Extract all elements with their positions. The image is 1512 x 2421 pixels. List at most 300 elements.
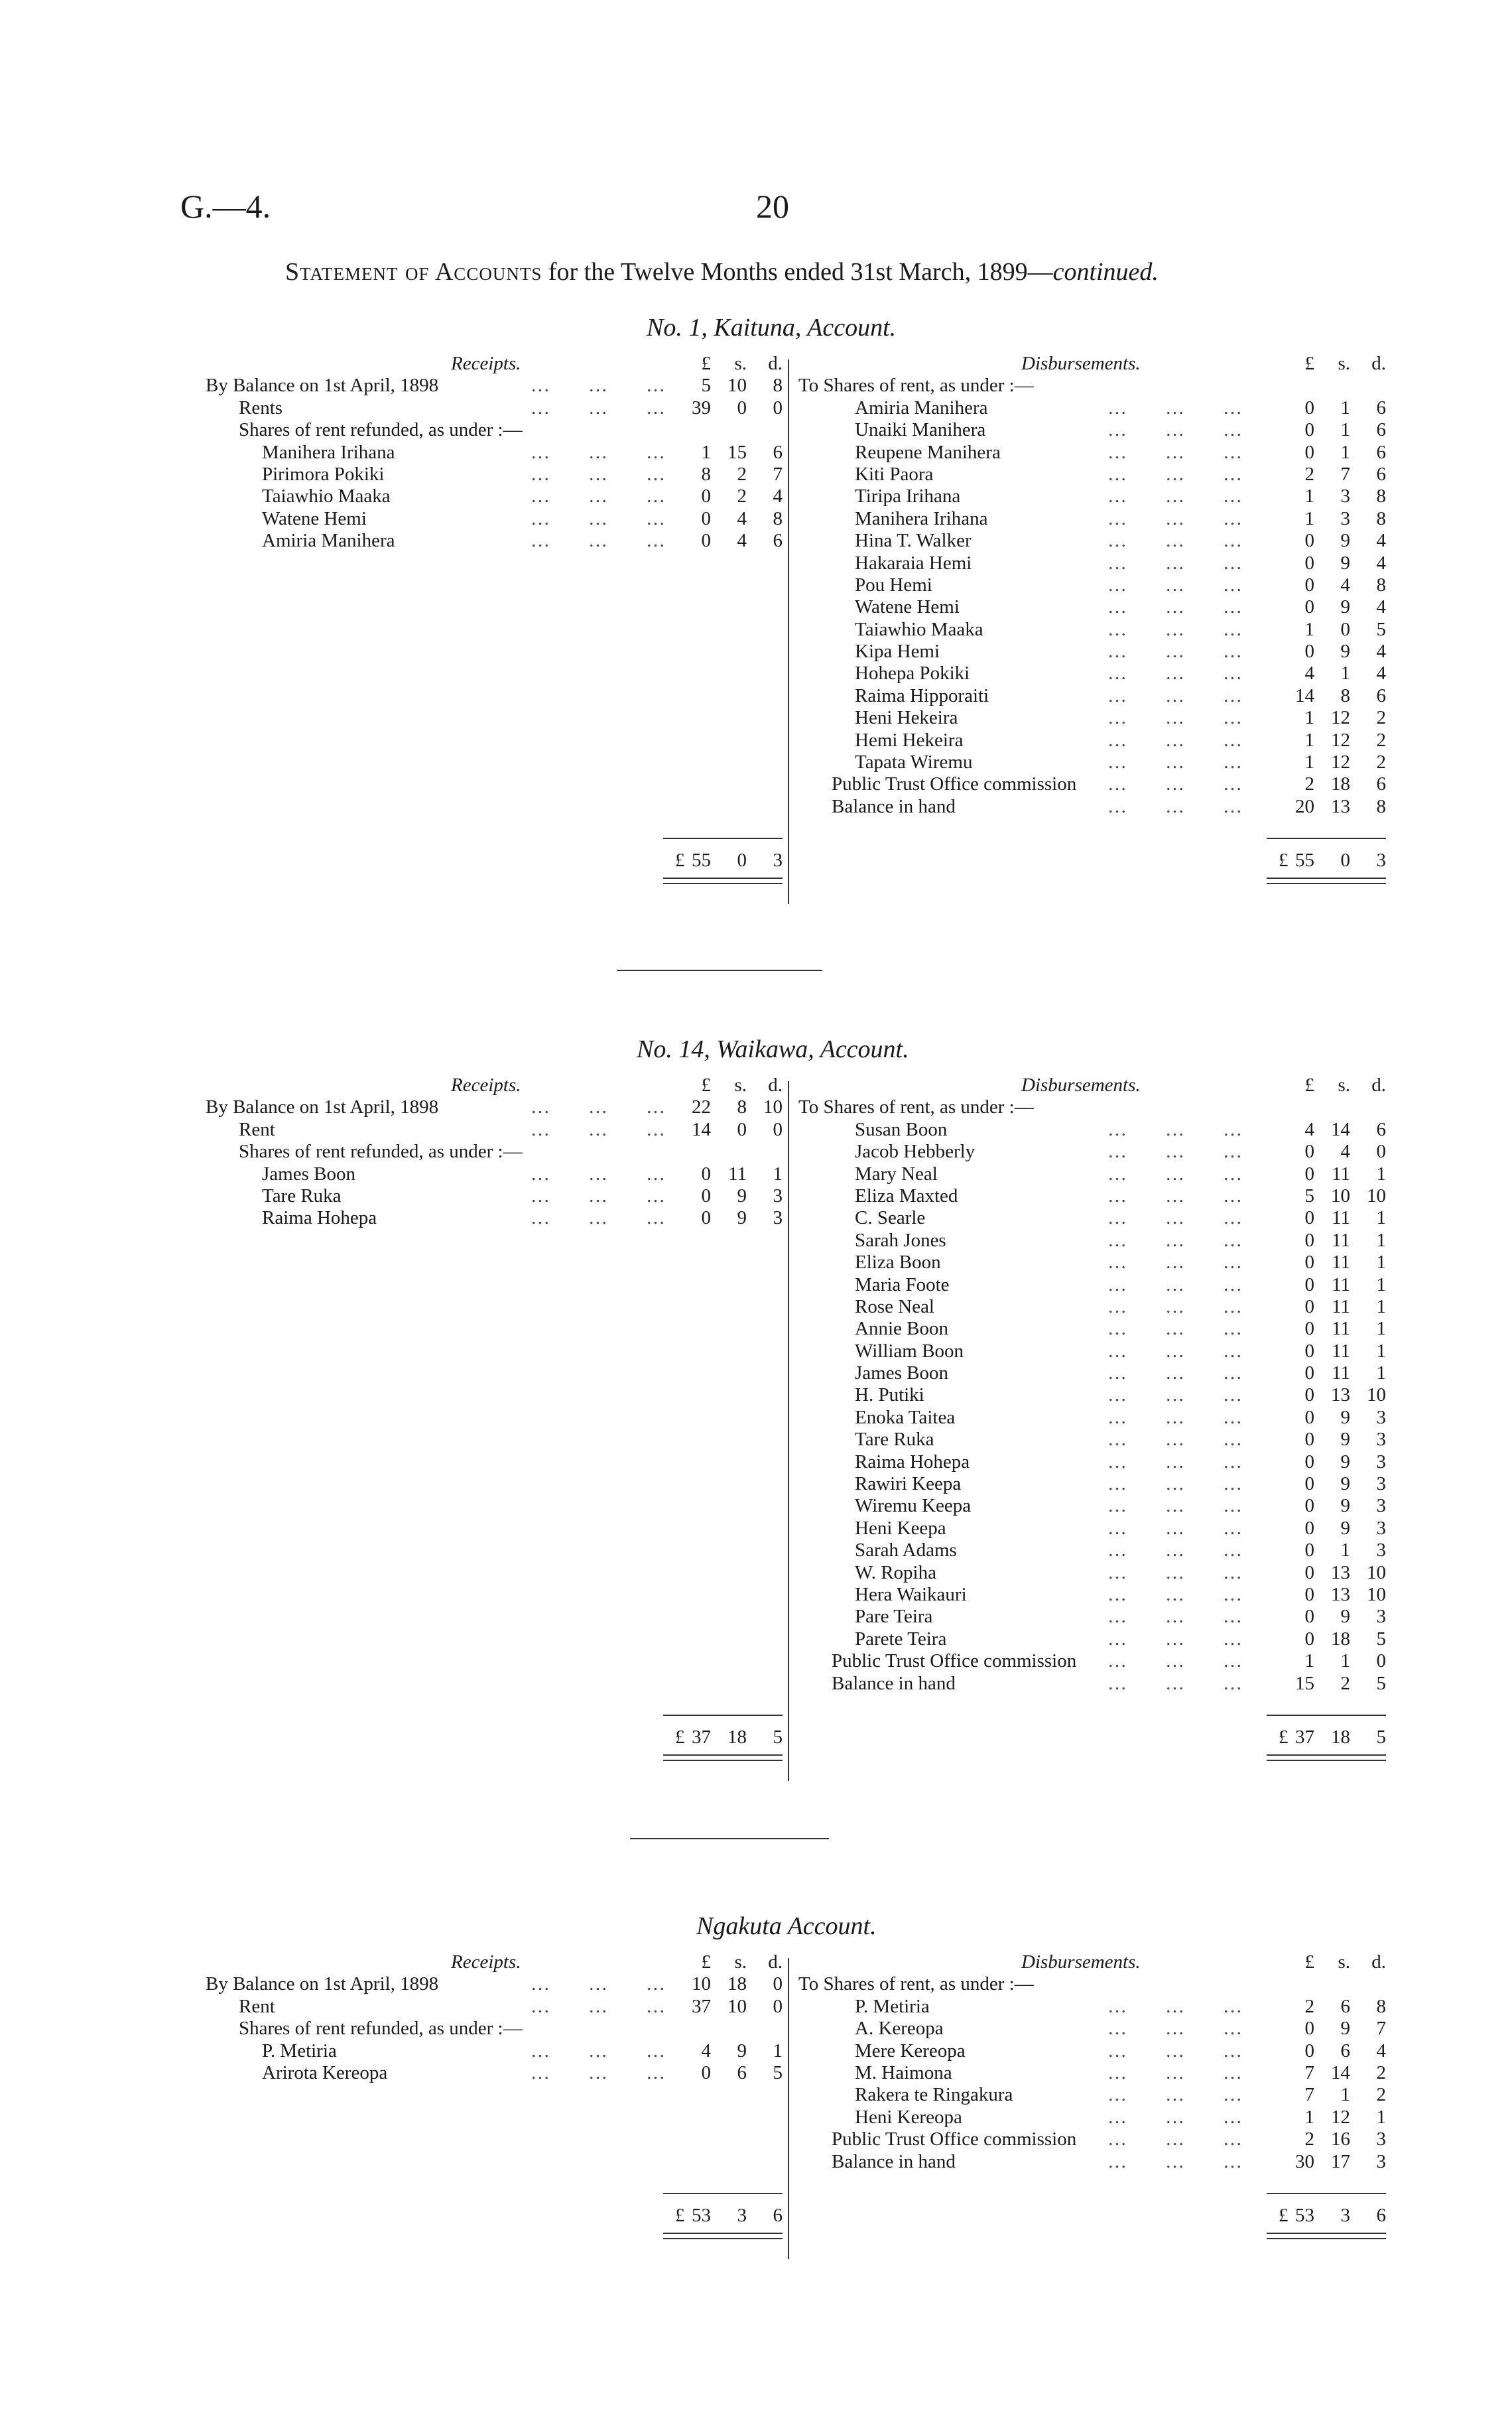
amount (1267, 1518, 1386, 1539)
line-label: Hera Waikauri (855, 1583, 967, 1605)
leader-dots: … … … (531, 530, 665, 552)
leader-dots: … … … (1107, 1118, 1242, 1140)
leader-dots: … … … (531, 2040, 665, 2061)
pounds-value: 0 (701, 1185, 711, 1207)
pounds-value: 15 (1295, 1672, 1314, 1694)
disbursement-line (796, 1628, 1393, 1650)
total-rule (663, 1715, 783, 1716)
leader-dots: … … … (531, 1118, 665, 1140)
pence-value: 0 (773, 397, 783, 419)
line-label: Pou Hemi (855, 574, 932, 596)
pounds-value: 0 (1304, 1229, 1314, 1251)
disbursements-column (796, 353, 1393, 818)
shillings-value: 11 (1332, 1340, 1350, 1362)
line-label: Enoka Taitea (855, 1406, 956, 1428)
pounds-value: 0 (1304, 530, 1314, 552)
amount (663, 486, 783, 507)
amount (1267, 1185, 1386, 1207)
pounds-value: 0 (1304, 1451, 1314, 1472)
line-label: Amiria Manihera (855, 397, 988, 419)
leader-dots: … … … (1107, 2018, 1242, 2040)
pence-value: 2 (1376, 2061, 1386, 2083)
line-label: Public Trust Office commission (832, 773, 1077, 795)
account-section (199, 1951, 1393, 2226)
leader-dots: … … … (531, 2061, 665, 2083)
title-rest: for the Twelve Months ended 31st March, 1899— (542, 258, 1053, 286)
pounds-value: 0 (1304, 1207, 1314, 1229)
pence-value: 1 (773, 2040, 783, 2061)
pence-value: 1 (1376, 2106, 1386, 2128)
disbursements-heading: Disbursements. (1021, 1951, 1141, 1973)
amount (1267, 553, 1386, 574)
leader-dots: … … … (531, 1185, 665, 1207)
pounds-value: 14 (692, 1118, 711, 1140)
shillings-value: 4 (737, 507, 747, 529)
pence-value: 10 (1367, 1583, 1386, 1605)
shilling-symbol: s. (734, 353, 747, 374)
receipt-line (199, 1096, 788, 1118)
amount (1267, 464, 1386, 486)
disbursement-line (796, 707, 1393, 729)
amount (1267, 1341, 1386, 1362)
disbursements-total (199, 2205, 1393, 2227)
receipt-line (199, 508, 788, 530)
currency-header (1267, 353, 1386, 375)
receipt-line (199, 375, 788, 397)
disbursement-line (796, 530, 1393, 552)
pence-value: 10 (1367, 1185, 1386, 1207)
disbursement-line (796, 1274, 1393, 1296)
pounds-value: 0 (1304, 419, 1314, 441)
pounds-value: 0 (1304, 1384, 1314, 1406)
line-label: Taiawhio Maaka (855, 618, 983, 640)
line-label: Kiti Paora (855, 463, 934, 485)
shillings-value: 0 (737, 850, 747, 872)
pounds-value: 55 (692, 850, 711, 872)
pence-value: 3 (1376, 1429, 1386, 1451)
amount (1267, 1141, 1386, 1163)
amount (1267, 2018, 1386, 2040)
line-label: Shares of rent refunded, as under :— (239, 2018, 523, 2040)
shillings-value: 12 (1331, 752, 1350, 773)
shilling-symbol: s. (1338, 353, 1350, 374)
amount (1267, 1495, 1386, 1517)
total-double-rule (1267, 878, 1386, 884)
pence-value: 3 (1376, 850, 1386, 872)
disbursements-column (796, 1951, 1393, 2173)
pounds-value: 1 (1304, 707, 1314, 729)
leader-dots: … … … (1107, 1362, 1242, 1384)
disbursement-line (796, 1584, 1393, 1606)
leader-dots: … … … (1107, 1384, 1242, 1406)
leader-dots: … … … (531, 1973, 665, 1995)
disbursement-line (796, 2062, 1393, 2084)
pence-value: 6 (1376, 441, 1386, 463)
pounds-value: 37 (1295, 1727, 1314, 1748)
page-reference: G.—4. (180, 188, 271, 225)
pounds-value: 0 (1304, 2040, 1314, 2061)
line-label: Parete Teira (855, 1628, 947, 1650)
line-label: Shares of rent refunded, as under :— (239, 1141, 523, 1163)
pounds-value: 0 (1304, 1606, 1314, 1628)
line-label: Maria Foote (855, 1274, 950, 1295)
amount (1267, 1230, 1386, 1252)
shillings-value: 15 (727, 441, 747, 463)
total-rule (663, 2193, 783, 2194)
leader-dots: … … … (1107, 2106, 1242, 2128)
pence-value: 6 (1376, 463, 1386, 485)
pounds-value: 0 (1304, 1473, 1314, 1495)
pound-symbol: £ (701, 1951, 711, 1973)
receipt-line (199, 1185, 788, 1207)
amount (1267, 1584, 1386, 1606)
line-label: Wiremu Keepa (855, 1495, 972, 1517)
receipt-line (199, 419, 788, 441)
pound-symbol: £ (701, 353, 711, 374)
leader-dots: … … … (1107, 752, 1242, 773)
leader-dots: … … … (531, 397, 665, 419)
shillings-value: 10 (727, 1995, 747, 2017)
leader-dots: … … … (1107, 397, 1242, 419)
leader-dots: … … … (1107, 1451, 1242, 1472)
line-label: Hakaraia Hemi (855, 552, 972, 574)
amount (1267, 1296, 1386, 1318)
leader-dots: … … … (1107, 1495, 1242, 1517)
total-pound-sign: £ (675, 850, 685, 872)
leader-dots: … … … (1107, 596, 1242, 618)
total-rule (1267, 838, 1386, 839)
pounds-value: 1 (1304, 2106, 1314, 2128)
leader-dots: … … … (1107, 1406, 1242, 1428)
leader-dots: … … … (1107, 507, 1242, 529)
amount (1267, 1473, 1386, 1495)
receipt-line (199, 2062, 788, 2084)
pence-symbol: d. (1371, 353, 1386, 374)
shillings-value: 0 (737, 1118, 747, 1140)
pounds-value: 1 (701, 441, 711, 463)
pence-value: 4 (1376, 530, 1386, 552)
shillings-value: 9 (1340, 552, 1350, 574)
disbursements-header (796, 353, 1393, 375)
shillings-value: 10 (727, 375, 747, 397)
leader-dots: … … … (1107, 2084, 1242, 2106)
line-label: Rakera te Ringakura (855, 2084, 1013, 2106)
line-label: By Balance on 1st April, 1898 (206, 1973, 439, 1995)
pounds-value: 0 (1304, 1252, 1314, 1274)
line-label: To Shares of rent, as under :— (798, 375, 1034, 397)
shillings-value: 2 (1340, 1672, 1350, 1694)
disbursement-line (796, 2018, 1393, 2040)
account-name: Kaituna, Account. (714, 314, 897, 342)
receipt-line (199, 2040, 788, 2062)
amount (663, 375, 783, 397)
pence-value: 10 (1367, 1384, 1386, 1406)
line-label: Hina T. Walker (855, 530, 972, 552)
shillings-value: 9 (1340, 596, 1350, 618)
disbursement-line (796, 2151, 1393, 2173)
disbursements-total (199, 1727, 1393, 1748)
disbursements-total (199, 850, 1393, 872)
pounds-value: 0 (1304, 596, 1314, 618)
leader-dots: … … … (1107, 486, 1242, 507)
line-label: Arirota Kereopa (262, 2061, 388, 2083)
amount (1267, 2040, 1386, 2062)
disbursement-line (796, 1606, 1393, 1628)
leader-dots: … … … (1107, 618, 1242, 640)
pence-value: 6 (1376, 1118, 1386, 1140)
line-label: Rent (239, 1118, 275, 1140)
shillings-value: 11 (1332, 1252, 1350, 1274)
pence-value: 3 (773, 850, 783, 872)
amount (1267, 685, 1386, 707)
pence-value: 4 (1376, 2040, 1386, 2061)
total-double-rule (663, 878, 783, 884)
leader-dots: … … … (531, 1096, 665, 1118)
pence-symbol: d. (768, 1075, 783, 1096)
line-label: Raima Hipporaiti (855, 685, 989, 706)
leader-dots: … … … (1107, 463, 1242, 485)
amount (1267, 1163, 1386, 1185)
pound-symbol: £ (701, 1075, 711, 1096)
disbursement-line (796, 2084, 1393, 2106)
shillings-value: 18 (1331, 773, 1350, 795)
amount (1267, 663, 1386, 685)
shillings-value: 11 (1332, 1163, 1350, 1185)
shillings-value: 18 (727, 1973, 747, 1995)
pence-value: 3 (1376, 2128, 1386, 2150)
account-name: Waikawa, Account. (716, 1035, 909, 1063)
pounds-value: 55 (1295, 850, 1314, 872)
column-divider (788, 360, 789, 904)
shillings-value: 14 (1331, 1118, 1350, 1140)
currency-header (663, 1075, 783, 1096)
pounds-value: 5 (1304, 1185, 1314, 1207)
pence-value: 4 (1376, 641, 1386, 663)
pence-symbol: d. (1371, 1951, 1386, 1973)
pounds-value: 0 (701, 2061, 711, 2083)
pounds-value: 0 (701, 530, 711, 552)
shillings-value: 9 (1340, 1406, 1350, 1428)
disbursement-line (796, 1119, 1393, 1141)
receipt-line (199, 2018, 788, 2040)
line-label: Hemi Hekeira (855, 729, 964, 751)
pounds-value: 0 (1304, 1561, 1314, 1583)
amount (663, 1119, 783, 1141)
leader-dots: … … … (531, 486, 665, 507)
line-label: Rose Neal (855, 1295, 934, 1317)
pound-symbol: £ (1304, 353, 1314, 374)
pounds-value: 20 (1295, 795, 1314, 817)
shilling-symbol: s. (1338, 1951, 1350, 1973)
pounds-value: 0 (701, 1163, 711, 1185)
shillings-value: 9 (1340, 1451, 1350, 1472)
line-label: Pirimora Pokiki (262, 463, 385, 485)
line-label: Eliza Boon (855, 1252, 941, 1274)
shillings-value: 11 (1332, 1274, 1350, 1295)
pence-value: 0 (773, 1995, 783, 2017)
leader-dots: … … … (531, 441, 665, 463)
amount (1267, 397, 1386, 419)
pence-value: 2 (1376, 2084, 1386, 2106)
pounds-value: 0 (1304, 2018, 1314, 2040)
leader-dots: … … … (1107, 2040, 1242, 2061)
line-label: Mere Kereopa (855, 2040, 966, 2061)
amount (663, 397, 783, 419)
pence-value: 3 (1376, 1495, 1386, 1517)
line-label: Raima Hohepa (855, 1451, 970, 1472)
pounds-value: 2 (1304, 463, 1314, 485)
amount (663, 2062, 783, 2084)
shillings-value: 9 (1340, 530, 1350, 552)
pounds-value: 8 (701, 463, 711, 485)
pence-value: 3 (773, 1207, 783, 1229)
receipt-line (199, 1163, 788, 1185)
shillings-value: 9 (737, 1185, 747, 1207)
line-label: Hohepa Pokiki (855, 663, 970, 685)
shillings-value: 1 (1340, 419, 1350, 441)
leader-dots: … … … (1107, 1606, 1242, 1628)
line-label: Rawiri Keepa (855, 1473, 962, 1495)
amount (663, 1185, 783, 1207)
disbursement-line (796, 1341, 1393, 1362)
leader-dots: … … … (1107, 729, 1242, 751)
leader-dots: … … … (531, 463, 665, 485)
pence-value: 4 (773, 486, 783, 507)
currency-header (663, 353, 783, 375)
disbursement-line (796, 553, 1393, 574)
disbursement-line (796, 375, 1393, 397)
pence-value: 8 (1376, 574, 1386, 596)
amount (1267, 1539, 1386, 1561)
shillings-value: 16 (1331, 2128, 1350, 2150)
shillings-value: 18 (1331, 1727, 1350, 1748)
disbursements-header (796, 1951, 1393, 1973)
line-label: Public Trust Office commission (832, 2128, 1077, 2150)
shillings-value: 9 (1340, 641, 1350, 663)
line-label: Tare Ruka (262, 1185, 342, 1207)
disbursement-line (796, 1096, 1393, 1118)
pence-value: 10 (763, 1096, 783, 1118)
line-label: By Balance on 1st April, 1898 (206, 1096, 439, 1118)
pounds-value: 10 (692, 1973, 711, 1995)
amount (1267, 2062, 1386, 2084)
pound-symbol: £ (1304, 1075, 1314, 1096)
disbursement-line (796, 1252, 1393, 1274)
shillings-value: 4 (1340, 1141, 1350, 1163)
leader-dots: … … … (1107, 1252, 1242, 1274)
amount (1267, 1207, 1386, 1229)
shillings-value: 13 (1331, 795, 1350, 817)
pounds-value: 0 (701, 486, 711, 507)
pence-value: 1 (1376, 1362, 1386, 1384)
amount (1267, 730, 1386, 752)
amount (663, 1996, 783, 2018)
amount (1267, 1318, 1386, 1340)
pounds-value: 37 (692, 1727, 711, 1748)
leader-dots: … … … (1107, 1185, 1242, 1207)
total-rule (1267, 2193, 1386, 2194)
pence-value: 6 (1376, 773, 1386, 795)
disbursement-line (796, 419, 1393, 441)
pence-value: 5 (773, 2061, 783, 2083)
leader-dots: … … … (1107, 1672, 1242, 1694)
shillings-value: 2 (737, 463, 747, 485)
line-label: Rents (239, 397, 283, 419)
amount (1267, 596, 1386, 618)
pence-value: 2 (1376, 729, 1386, 751)
total-rule (663, 838, 783, 839)
pounds-value: 0 (1304, 552, 1314, 574)
leader-dots: … … … (1107, 2061, 1242, 2083)
line-label: Heni Kereopa (855, 2106, 962, 2128)
pounds-value: 0 (1304, 1628, 1314, 1650)
shillings-value: 12 (1331, 729, 1350, 751)
amount (1267, 1274, 1386, 1296)
leader-dots: … … … (1107, 1539, 1242, 1561)
currency-header (663, 1951, 783, 1973)
line-label: Balance in hand (832, 1672, 956, 1694)
pence-value: 5 (773, 1727, 783, 1748)
pence-value: 0 (773, 1118, 783, 1140)
shillings-value: 13 (1331, 1583, 1350, 1605)
leader-dots: … … … (1107, 1274, 1242, 1295)
shillings-value: 3 (737, 2205, 747, 2226)
disbursement-line (796, 596, 1393, 618)
amount (663, 2040, 783, 2062)
receipts-column (199, 1951, 788, 2084)
pence-value: 2 (1376, 707, 1386, 729)
total-rule (1267, 1715, 1386, 1716)
pence-value: 3 (1376, 1606, 1386, 1628)
disbursement-line (796, 1362, 1393, 1384)
column-divider (788, 1081, 789, 1781)
leader-dots: … … … (531, 1163, 665, 1185)
total-double-rule (663, 2233, 783, 2239)
disbursement-line (796, 1518, 1393, 1539)
shillings-value: 3 (1340, 2205, 1350, 2226)
shillings-value: 1 (1340, 2084, 1350, 2106)
leader-dots: … … … (1107, 641, 1242, 663)
pence-value: 1 (1376, 1252, 1386, 1274)
line-label: W. Ropiha (855, 1561, 936, 1583)
amount (1267, 619, 1386, 641)
pence-value: 2 (1376, 752, 1386, 773)
pounds-value: 0 (1304, 1340, 1314, 1362)
pence-value: 8 (773, 375, 783, 397)
shillings-value: 18 (1331, 1628, 1350, 1650)
receipt-line (199, 530, 788, 552)
leader-dots: … … … (1107, 1650, 1242, 1672)
shillings-value: 0 (1340, 850, 1350, 872)
shillings-value: 9 (1340, 1473, 1350, 1495)
pounds-value: 53 (692, 2205, 711, 2226)
account-title (637, 1035, 909, 1064)
shillings-value: 11 (1332, 1207, 1350, 1229)
shillings-value: 18 (727, 1727, 747, 1748)
line-label: Watene Hemi (855, 596, 960, 618)
amount (1267, 752, 1386, 773)
leader-dots: … … … (1107, 2150, 1242, 2172)
leader-dots: … … … (1107, 2128, 1242, 2150)
receipts-heading: Receipts. (451, 1951, 521, 1973)
pence-value: 6 (773, 530, 783, 552)
amount (663, 1973, 783, 1995)
disbursement-line (796, 442, 1393, 464)
line-label: Public Trust Office commission (832, 1650, 1077, 1672)
shillings-value: 11 (1332, 1318, 1350, 1340)
disbursement-line (796, 1451, 1393, 1473)
pounds-value: 0 (1304, 1495, 1314, 1517)
